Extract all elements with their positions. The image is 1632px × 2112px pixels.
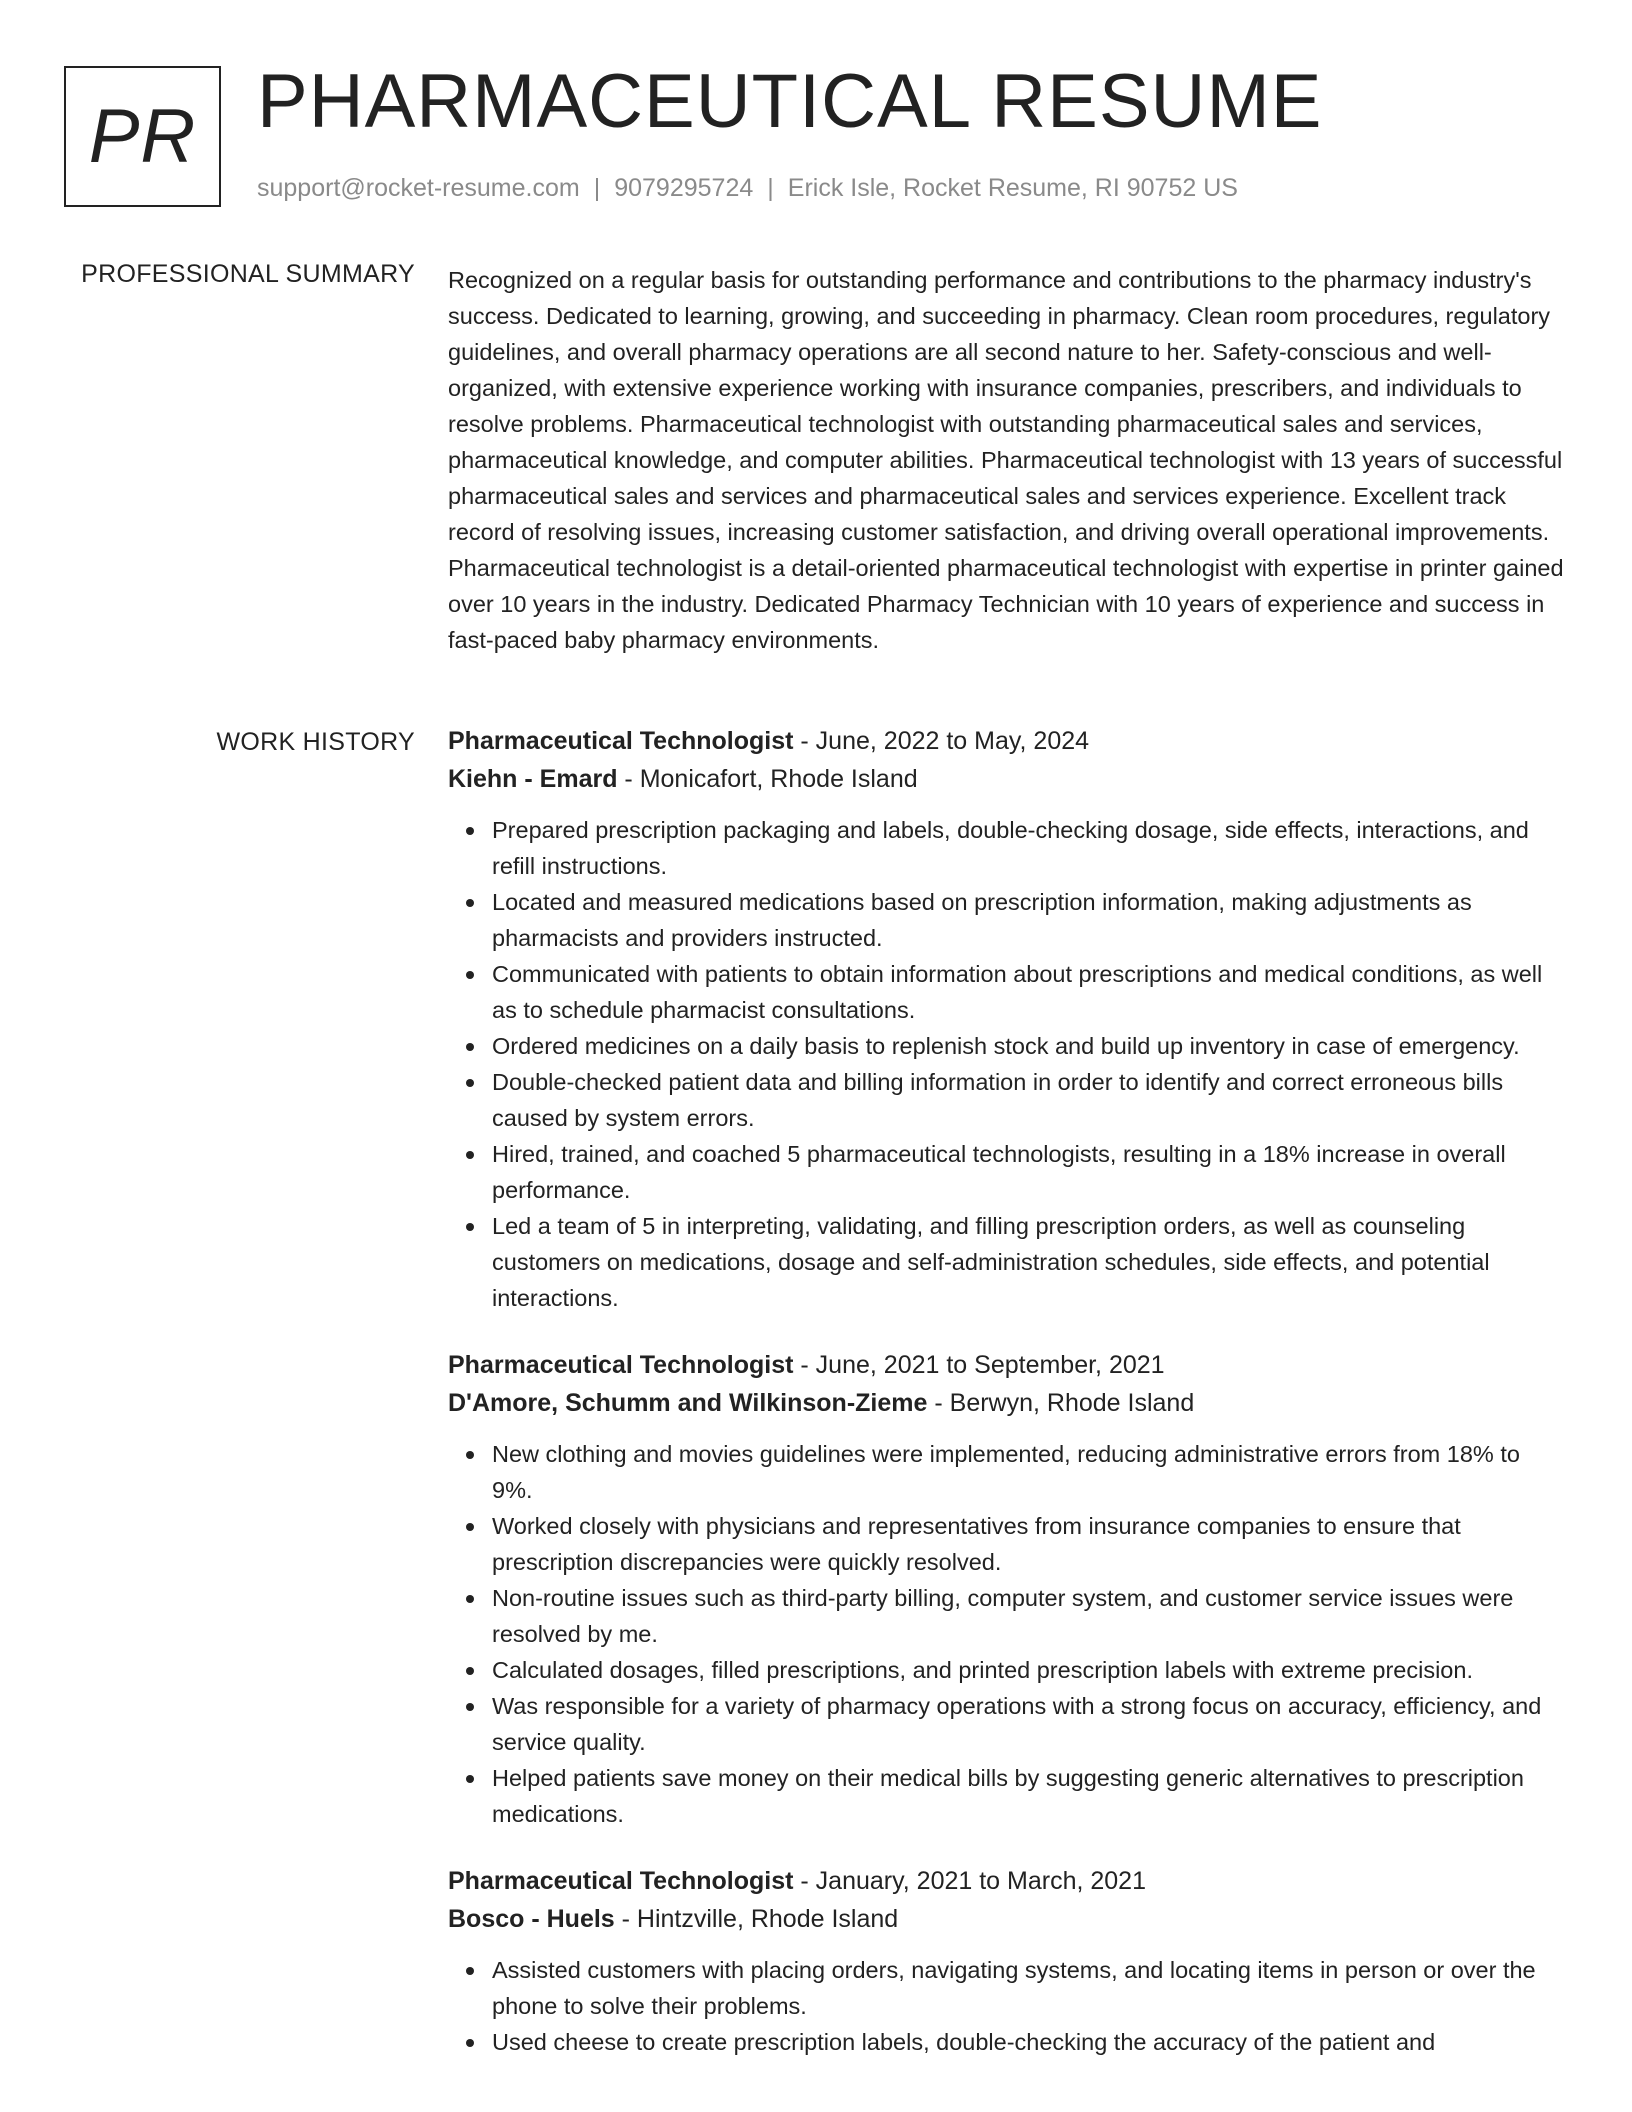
- job-bullet: Led a team of 5 in interpreting, validating, and filling prescription orders, as well as counseling customers on medications, dosage and self-administration schedules, side effects, and potential interactions.: [492, 1208, 1566, 1316]
- job-title: Pharmaceutical Technologist: [448, 1867, 794, 1895]
- contact-separator: |: [767, 174, 774, 202]
- job-bullet: Assisted customers with placing orders, navigating systems, and locating items in person or over the phone to solve their problems.: [492, 1952, 1566, 2024]
- job-bullet: Communicated with patients to obtain information about prescriptions and medical conditions, as well as to schedule pharmacist consultations.: [492, 956, 1566, 1028]
- job-location: - Hintzville, Rhode Island: [614, 1905, 899, 1933]
- job-title-line: [448, 1346, 1566, 1384]
- section-heading: PROFESSIONAL SUMMARY: [81, 260, 415, 288]
- job-bullet-list: [448, 1436, 1566, 1832]
- job-bullet: Ordered medicines on a daily basis to replenish stock and build up inventory in case of emergency.: [492, 1028, 1566, 1064]
- section-heading: WORK HISTORY: [216, 728, 415, 756]
- contact-phone: 9079295724: [614, 174, 754, 202]
- contact-email: support@rocket-resume.com: [257, 174, 580, 202]
- job-title: Pharmaceutical Technologist: [448, 1351, 794, 1379]
- job-dates: - January, 2021 to March, 2021: [793, 1867, 1146, 1895]
- job-entry: [448, 1862, 1566, 2060]
- contact-address: Erick Isle, Rocket Resume, RI 90752 US: [787, 174, 1238, 202]
- job-location: - Berwyn, Rhode Island: [927, 1389, 1195, 1417]
- contact-line: [257, 174, 1238, 203]
- job-bullet: Was responsible for a variety of pharmacy operations with a strong focus on accuracy, efficiency, and service quality.: [492, 1688, 1566, 1760]
- resume-title: PHARMACEUTICAL RESUME: [257, 59, 1323, 144]
- summary-text: Recognized on a regular basis for outstanding performance and contributions to the pharmacy industry's success. Dedicated to learning, growing, and succeeding in pharmacy. Clean room procedures, regulatory guidelines, and overall pharmacy operations are all second nature to her. Safety-conscious and well-organized, with extensive experience working with insurance companies, prescribers, and individuals to resolve problems. Pharmaceutical technologist with outstanding pharmaceutical sales and services, pharmaceutical knowledge, and computer abilities. Pharmaceutical technologist with 13 years of successful pharmaceutical sales and services and pharmaceutical sales and services experience. Excellent track record of resolving issues, increasing customer satisfaction, and driving overall operational improvements. Pharmaceutical technologist is a detail-oriented pharmaceutical technologist with expertise in printer gained over 10 years in the industry. Dedicated Pharmacy Technician with 10 years of experience and success in fast-paced baby pharmacy environments.: [448, 267, 1564, 653]
- job-entry: [448, 1346, 1566, 1832]
- job-company-line: [448, 1384, 1566, 1422]
- job-title-line: [448, 722, 1566, 760]
- job-company: D'Amore, Schumm and Wilkinson-Zieme: [448, 1389, 928, 1417]
- job-bullet: Double-checked patient data and billing information in order to identify and correct erroneous bills caused by system errors.: [492, 1064, 1566, 1136]
- job-title: Pharmaceutical Technologist: [448, 727, 794, 755]
- contact-separator: |: [593, 174, 601, 202]
- job-company: Bosco - Huels: [448, 1905, 615, 1933]
- job-entry: [448, 722, 1566, 1316]
- job-bullet: Non-routine issues such as third-party billing, computer system, and customer service issues were resolved by me.: [492, 1580, 1566, 1652]
- job-company: Kiehn - Emard: [448, 765, 618, 793]
- job-bullet: Located and measured medications based on prescription information, making adjustments as pharmacists and providers instructed.: [492, 884, 1566, 956]
- work-history-body: [448, 722, 1566, 2090]
- job-bullet: Used cheese to create prescription labels, double-checking the accuracy of the patient and: [492, 2024, 1566, 2060]
- job-bullet-list: [448, 812, 1566, 1316]
- job-bullet-list: [448, 1952, 1566, 2060]
- job-company-line: [448, 1900, 1566, 1938]
- job-location: - Monicafort, Rhode Island: [617, 765, 918, 793]
- monogram-logo: PR: [64, 66, 221, 207]
- job-bullet: Worked closely with physicians and representatives from insurance companies to ensure that prescription discrepancies were quickly resolved.: [492, 1508, 1566, 1580]
- job-bullet: New clothing and movies guidelines were implemented, reducing administrative errors from 18% to 9%.: [492, 1436, 1566, 1508]
- job-bullet: Prepared prescription packaging and labels, double-checking dosage, side effects, interactions, and refill instructions.: [492, 812, 1566, 884]
- job-dates: - June, 2021 to September, 2021: [793, 1351, 1165, 1379]
- job-dates: - June, 2022 to May, 2024: [793, 727, 1090, 755]
- job-bullet: Hired, trained, and coached 5 pharmaceutical technologists, resulting in a 18% increase in overall performance.: [492, 1136, 1566, 1208]
- job-bullet: Helped patients save money on their medical bills by suggesting generic alternatives to prescription medications.: [492, 1760, 1566, 1832]
- job-bullet: Calculated dosages, filled prescriptions, and printed prescription labels with extreme precision.: [492, 1652, 1566, 1688]
- job-title-line: [448, 1862, 1566, 1900]
- summary-body: [448, 262, 1566, 658]
- job-company-line: [448, 760, 1566, 798]
